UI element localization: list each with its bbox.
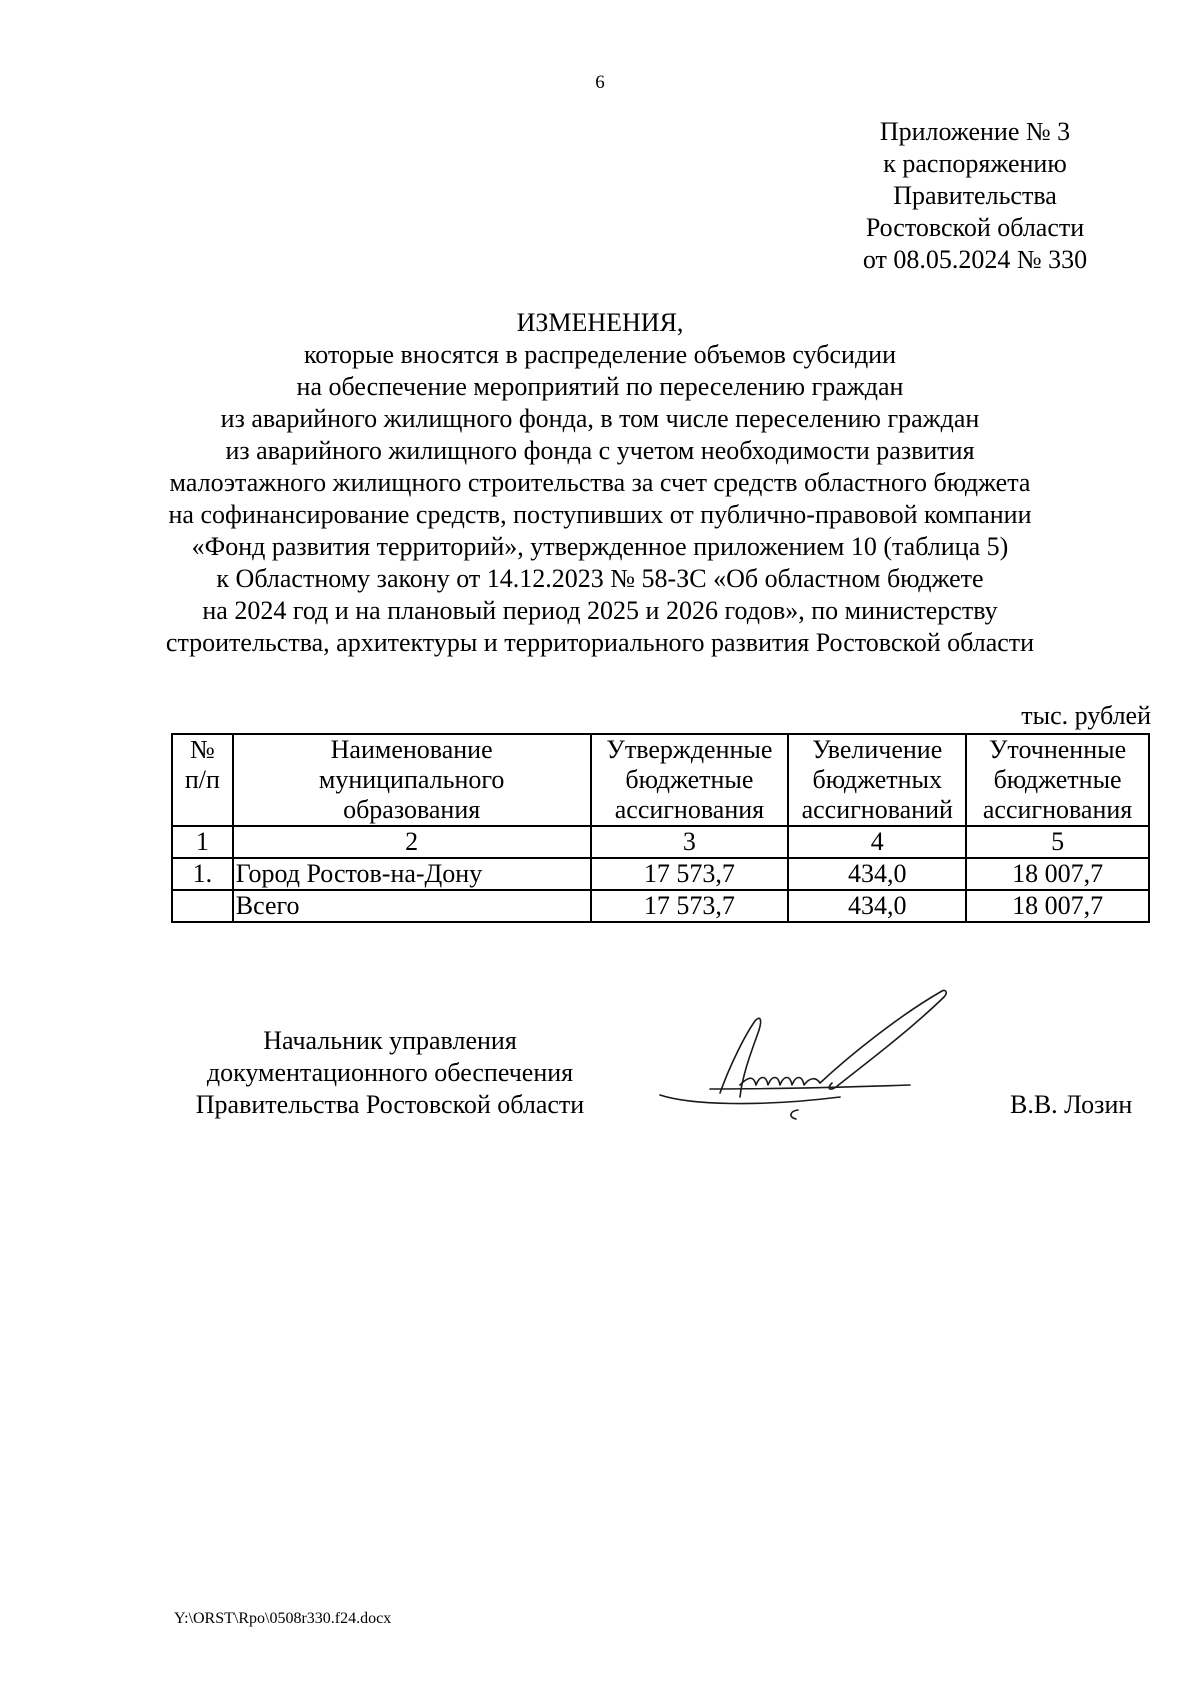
title-line: на 2024 год и на плановый период 2025 и 2026 годов», по министерству	[202, 596, 998, 625]
column-number: 2	[233, 826, 591, 858]
title-line: малоэтажного жилищного строительства за счет средств областного бюджета	[169, 468, 1031, 497]
header-increase	[788, 734, 966, 826]
header-text: ассигнования	[614, 795, 765, 824]
signature	[650, 985, 980, 1135]
title-line: строительства, архитектуры и территориального развития Ростовской области	[165, 628, 1035, 657]
column-number: 4	[788, 826, 966, 858]
title-line: «Фонд развития территорий», утвержденное приложением 10 (таблица 5)	[191, 532, 1009, 561]
column-number: 3	[591, 826, 789, 858]
signer-name: В.В. Лозин	[1010, 1090, 1133, 1119]
appendix-line: к распоряжению	[883, 149, 1067, 178]
header-text: Утвержденные	[606, 735, 773, 764]
budget-table	[171, 733, 1150, 923]
row-approved: 17 573,7	[591, 858, 789, 890]
header-text: п/п	[184, 765, 220, 794]
title-line: на обеспечение мероприятий по переселению граждан	[296, 372, 904, 401]
row-municipality: Город Ростов-на-Дону	[233, 858, 591, 890]
appendix-line: Приложение № 3	[879, 117, 1071, 146]
header-text: бюджетные	[625, 765, 754, 794]
header-text: бюджетные	[993, 765, 1122, 794]
row-number: 1.	[172, 858, 233, 890]
header-text: образования	[343, 795, 481, 824]
file-path: Y:\ORST\Rpo\0508r330.f24.docx	[174, 1610, 392, 1627]
column-number-row	[172, 826, 1149, 858]
header-text: №	[189, 735, 215, 764]
header-text: Увеличение	[812, 735, 943, 764]
appendix-line: Правительства	[893, 181, 1057, 210]
total-refined: 18 007,7	[966, 890, 1149, 922]
column-number: 5	[966, 826, 1149, 858]
total-increase: 434,0	[788, 890, 966, 922]
signer-position-line: Правительства Ростовской области	[195, 1090, 585, 1119]
header-municipality	[233, 734, 591, 826]
signer-position-line: документационного обеспечения	[206, 1058, 574, 1087]
title-line: которые вносятся в распределение объемов субсидии	[303, 340, 897, 369]
appendix-line: от 08.05.2024 № 330	[862, 245, 1088, 274]
appendix-reference	[830, 116, 1120, 276]
table-row	[172, 858, 1149, 890]
title-line: из аварийного жилищного фонда с учетом необходимости развития	[225, 436, 975, 465]
column-number: 1	[172, 826, 233, 858]
title-line: на софинансирование средств, поступивших от публично-правовой компании	[168, 500, 1032, 529]
header-text: Уточненные	[989, 735, 1127, 764]
header-text: Наименование	[330, 735, 493, 764]
signature-stroke	[740, 1078, 820, 1086]
header-text: муниципального	[318, 765, 505, 794]
title-heading: ИЗМЕНЕНИЯ,	[516, 308, 684, 337]
header-text: ассигнования	[982, 795, 1133, 824]
header-refined	[966, 734, 1149, 826]
table-header-row	[172, 734, 1149, 826]
signature-stroke	[791, 1110, 798, 1119]
signature-stroke	[660, 1095, 840, 1104]
total-approved: 17 573,7	[591, 890, 789, 922]
header-number	[172, 734, 233, 826]
document-title	[0, 307, 1200, 659]
header-text: ассигнований	[801, 795, 953, 824]
header-text: бюджетных	[812, 765, 942, 794]
total-number-empty	[172, 890, 233, 922]
total-row	[172, 890, 1149, 922]
signer-position-line: Начальник управления	[263, 1026, 517, 1055]
row-refined: 18 007,7	[966, 858, 1149, 890]
signer-position	[160, 1025, 620, 1121]
signature-stroke	[820, 990, 946, 1089]
appendix-line: Ростовской области	[865, 213, 1085, 242]
row-increase: 434,0	[788, 858, 966, 890]
total-label: Всего	[233, 890, 591, 922]
page-number: 6	[595, 72, 605, 93]
header-approved	[591, 734, 789, 826]
title-line: к Областному закону от 14.12.2023 № 58-ЗС «Об областном бюджете	[216, 564, 984, 593]
title-line: из аварийного жилищного фонда, в том числе переселению граждан	[220, 404, 980, 433]
units-label: тыс. рублей	[1021, 701, 1151, 730]
